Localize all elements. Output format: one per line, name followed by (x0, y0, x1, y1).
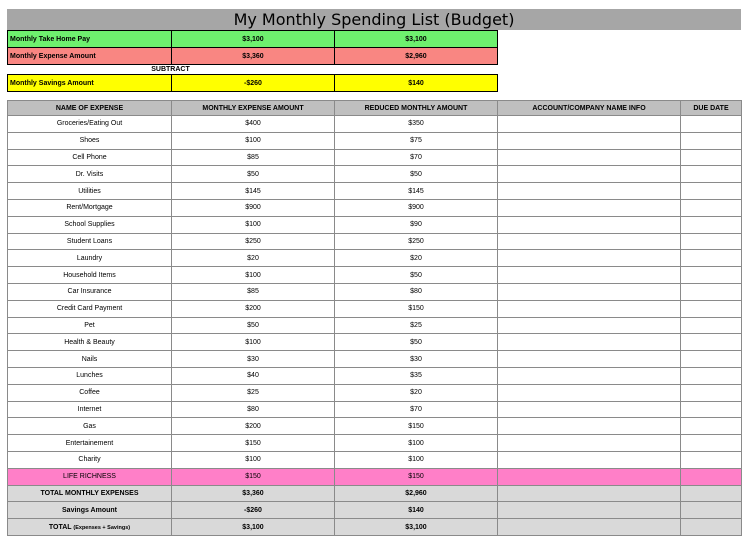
savings-amount-name[interactable]: Savings Amount (8, 502, 172, 519)
expense-name-cell[interactable]: Rent/Mortgage (8, 199, 172, 216)
expense-name-cell[interactable]: Entertainement (8, 435, 172, 452)
take-home-row (8, 31, 498, 48)
monthly-amount-cell[interactable]: $25 (172, 384, 335, 401)
due-date-cell[interactable] (681, 334, 742, 351)
table-row (8, 250, 742, 267)
reduced-amount-cell[interactable]: $25 (335, 317, 498, 334)
header-due: DUE DATE (681, 101, 742, 116)
total-expenses-monthly[interactable]: $3,360 (172, 485, 335, 502)
expense-name-cell[interactable]: Gas (8, 418, 172, 435)
total-expenses-reduced[interactable]: $2,960 (335, 485, 498, 502)
account-info-cell[interactable] (498, 317, 681, 334)
due-date-cell[interactable] (681, 300, 742, 317)
due-date-cell[interactable] (681, 418, 742, 435)
account-info-cell[interactable] (498, 384, 681, 401)
table-row (8, 233, 742, 250)
grand-total-reduced[interactable]: $3,100 (335, 519, 498, 536)
due-date-cell[interactable] (681, 250, 742, 267)
account-info-cell[interactable] (498, 351, 681, 368)
reduced-amount-cell[interactable]: $35 (335, 367, 498, 384)
monthly-amount-cell[interactable]: $100 (172, 451, 335, 468)
expense-label[interactable]: Monthly Expense Amount (8, 48, 172, 65)
savings-label[interactable]: Monthly Savings Amount (8, 75, 172, 92)
account-info-cell[interactable] (498, 132, 681, 149)
monthly-amount-cell[interactable]: $40 (172, 367, 335, 384)
monthly-amount-cell[interactable]: $100 (172, 334, 335, 351)
due-date-cell[interactable] (681, 384, 742, 401)
subtract-label: SUBTRACT (151, 66, 190, 73)
due-date-cell[interactable] (681, 351, 742, 368)
expense-name-cell[interactable]: Health & Beauty (8, 334, 172, 351)
due-date-cell[interactable] (681, 116, 742, 133)
account-info-cell[interactable] (498, 401, 681, 418)
account-info-cell[interactable] (498, 166, 681, 183)
due-date-cell[interactable] (681, 435, 742, 452)
monthly-amount-cell[interactable]: $100 (172, 267, 335, 284)
reduced-amount-cell[interactable]: $30 (335, 351, 498, 368)
table-row (8, 435, 742, 452)
monthly-amount-cell[interactable]: $145 (172, 183, 335, 200)
table-row (8, 317, 742, 334)
expense-name-cell[interactable]: Household Items (8, 267, 172, 284)
reduced-amount-cell[interactable]: $75 (335, 132, 498, 149)
expense-current[interactable]: $3,360 (172, 48, 335, 65)
reduced-amount-cell[interactable]: $150 (335, 300, 498, 317)
take-home-reduced[interactable]: $3,100 (335, 31, 498, 48)
due-date-cell[interactable] (681, 283, 742, 300)
table-row (8, 283, 742, 300)
account-info-cell[interactable] (498, 199, 681, 216)
monthly-amount-cell[interactable]: $85 (172, 149, 335, 166)
header-name: NAME OF EXPENSE (8, 101, 172, 116)
account-info-cell[interactable] (498, 183, 681, 200)
reduced-amount-cell[interactable]: $350 (335, 116, 498, 133)
expense-name-cell[interactable]: Nails (8, 351, 172, 368)
table-row (8, 418, 742, 435)
reduced-amount-cell[interactable]: $70 (335, 401, 498, 418)
monthly-amount-cell[interactable]: $150 (172, 435, 335, 452)
header-account: ACCOUNT/COMPANY NAME INFO (498, 101, 681, 116)
due-date-cell[interactable] (681, 132, 742, 149)
header-monthly: MONTHLY EXPENSE AMOUNT (172, 101, 335, 116)
table-row (8, 199, 742, 216)
life-account[interactable] (498, 468, 681, 485)
expense-name-cell[interactable]: Coffee (8, 384, 172, 401)
take-home-current[interactable]: $3,100 (172, 31, 335, 48)
account-info-cell[interactable] (498, 267, 681, 284)
life-due[interactable] (681, 468, 742, 485)
reduced-amount-cell[interactable]: $250 (335, 233, 498, 250)
table-row (8, 334, 742, 351)
grand-total-due[interactable] (681, 519, 742, 536)
reduced-amount-cell[interactable]: $20 (335, 384, 498, 401)
reduced-amount-cell[interactable]: $145 (335, 183, 498, 200)
monthly-amount-cell[interactable]: $100 (172, 216, 335, 233)
due-date-cell[interactable] (681, 183, 742, 200)
expense-name-cell[interactable]: Charity (8, 451, 172, 468)
monthly-amount-cell[interactable]: $200 (172, 418, 335, 435)
savings-amount-reduced[interactable]: $140 (335, 502, 498, 519)
due-date-cell[interactable] (681, 233, 742, 250)
total-expenses-name[interactable]: TOTAL MONTHLY EXPENSES (8, 485, 172, 502)
account-info-cell[interactable] (498, 216, 681, 233)
savings-amount-row (8, 502, 742, 519)
table-row (8, 116, 742, 133)
expense-row (8, 48, 498, 65)
expense-name-cell[interactable]: School Supplies (8, 216, 172, 233)
due-date-cell[interactable] (681, 317, 742, 334)
life-name[interactable]: LIFE RICHNESS (8, 468, 172, 485)
due-date-cell[interactable] (681, 451, 742, 468)
monthly-amount-cell[interactable]: $200 (172, 300, 335, 317)
table-row (8, 367, 742, 384)
monthly-amount-cell[interactable]: $900 (172, 199, 335, 216)
expense-reduced[interactable]: $2,960 (335, 48, 498, 65)
total-expenses-account[interactable] (498, 485, 681, 502)
expense-name-cell[interactable]: Credit Card Payment (8, 300, 172, 317)
reduced-amount-cell[interactable]: $50 (335, 166, 498, 183)
expense-rows (8, 116, 742, 469)
monthly-amount-cell[interactable]: $80 (172, 401, 335, 418)
savings-amount-account[interactable] (498, 502, 681, 519)
monthly-amount-cell[interactable]: $50 (172, 317, 335, 334)
expense-name-cell[interactable]: Cell Phone (8, 149, 172, 166)
monthly-amount-cell[interactable]: $85 (172, 283, 335, 300)
account-info-cell[interactable] (498, 283, 681, 300)
take-home-table (7, 30, 498, 65)
page-title: My Monthly Spending List (Budget) (7, 9, 741, 30)
expense-name-cell[interactable]: Utilities (8, 183, 172, 200)
account-info-cell[interactable] (498, 418, 681, 435)
expense-table (7, 100, 742, 536)
table-row (8, 267, 742, 284)
account-info-cell[interactable] (498, 334, 681, 351)
account-info-cell[interactable] (498, 300, 681, 317)
account-info-cell[interactable] (498, 435, 681, 452)
monthly-amount-cell[interactable]: $400 (172, 116, 335, 133)
account-info-cell[interactable] (498, 233, 681, 250)
expense-name-cell[interactable]: Laundry (8, 250, 172, 267)
due-date-cell[interactable] (681, 367, 742, 384)
expense-name-cell[interactable]: Internet (8, 401, 172, 418)
total-expenses-due[interactable] (681, 485, 742, 502)
table-row (8, 451, 742, 468)
account-info-cell[interactable] (498, 116, 681, 133)
monthly-amount-cell[interactable]: $50 (172, 166, 335, 183)
reduced-amount-cell[interactable]: $90 (335, 216, 498, 233)
savings-reduced[interactable]: $140 (335, 75, 498, 92)
table-row (8, 132, 742, 149)
monthly-amount-cell[interactable]: $30 (172, 351, 335, 368)
reduced-amount-cell[interactable]: $50 (335, 334, 498, 351)
life-richness-row (8, 468, 742, 485)
reduced-amount-cell[interactable]: $20 (335, 250, 498, 267)
table-row (8, 300, 742, 317)
savings-amount-due[interactable] (681, 502, 742, 519)
grand-total-row (8, 519, 742, 536)
monthly-amount-cell[interactable]: $250 (172, 233, 335, 250)
reduced-amount-cell[interactable]: $900 (335, 199, 498, 216)
reduced-amount-cell[interactable]: $70 (335, 149, 498, 166)
due-date-cell[interactable] (681, 216, 742, 233)
account-info-cell[interactable] (498, 367, 681, 384)
expense-name-cell[interactable]: Lunches (8, 367, 172, 384)
reduced-amount-cell[interactable]: $50 (335, 267, 498, 284)
table-row (8, 216, 742, 233)
grand-total-monthly[interactable]: $3,100 (172, 519, 335, 536)
grand-total-sublabel: (Expenses + Savings) (73, 524, 131, 531)
table-row (8, 166, 742, 183)
due-date-cell[interactable] (681, 199, 742, 216)
account-info-cell[interactable] (498, 451, 681, 468)
expense-name-cell[interactable]: Dr. Visits (8, 166, 172, 183)
table-row (8, 351, 742, 368)
due-date-cell[interactable] (681, 401, 742, 418)
life-monthly[interactable]: $150 (172, 468, 335, 485)
table-header-row (8, 101, 742, 116)
expense-name-cell[interactable]: Shoes (8, 132, 172, 149)
expense-name-cell[interactable]: Car Insurance (8, 283, 172, 300)
savings-amount-monthly[interactable]: -$260 (172, 502, 335, 519)
expense-name-cell[interactable]: Student Loans (8, 233, 172, 250)
account-info-cell[interactable] (498, 149, 681, 166)
table-row (8, 149, 742, 166)
grand-total-account[interactable] (498, 519, 681, 536)
account-info-cell[interactable] (498, 250, 681, 267)
expense-name-cell[interactable]: Groceries/Eating Out (8, 116, 172, 133)
total-expenses-row (8, 485, 742, 502)
table-row (8, 183, 742, 200)
savings-current[interactable]: -$260 (172, 75, 335, 92)
table-row (8, 401, 742, 418)
monthly-amount-cell[interactable]: $100 (172, 132, 335, 149)
due-date-cell[interactable] (681, 166, 742, 183)
savings-table (7, 74, 498, 92)
reduced-amount-cell[interactable]: $150 (335, 418, 498, 435)
table-row (8, 384, 742, 401)
grand-total-label: TOTAL (48, 523, 72, 531)
life-reduced[interactable]: $150 (335, 468, 498, 485)
reduced-amount-cell[interactable]: $100 (335, 451, 498, 468)
savings-row (8, 75, 498, 92)
expense-name-cell[interactable]: Pet (8, 317, 172, 334)
monthly-amount-cell[interactable]: $20 (172, 250, 335, 267)
header-reduced: REDUCED MONTHLY AMOUNT (335, 101, 498, 116)
take-home-label[interactable]: Monthly Take Home Pay (8, 31, 172, 48)
reduced-amount-cell[interactable]: $100 (335, 435, 498, 452)
due-date-cell[interactable] (681, 267, 742, 284)
reduced-amount-cell[interactable]: $80 (335, 283, 498, 300)
grand-total-name[interactable] (8, 519, 172, 536)
due-date-cell[interactable] (681, 149, 742, 166)
